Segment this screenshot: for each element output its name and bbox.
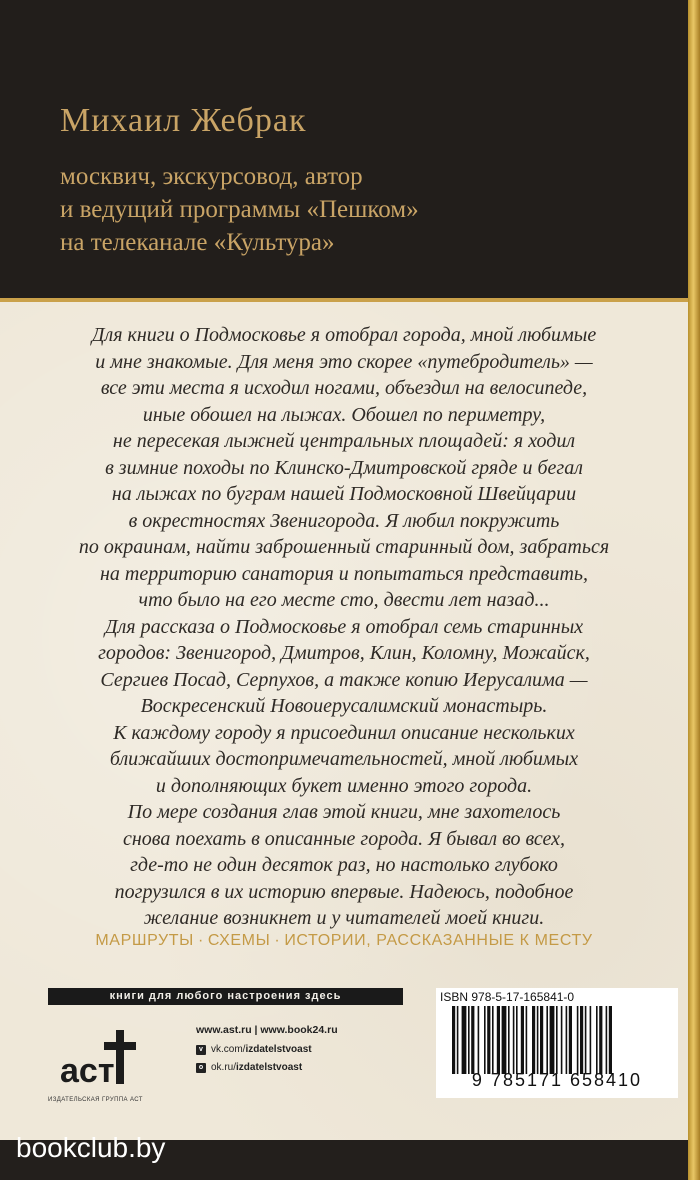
text-line: погрузился в их историю впервые. Надеюсь, подобное [114, 880, 574, 903]
barcode-bar [468, 1006, 470, 1074]
text-line: в зимние походы по Клинско-Дмитровской гряде и бегал [105, 456, 583, 479]
ok-handle: izdatelstvoast [236, 1062, 303, 1073]
text-line: снова поехать в описанные города. Я бывал во всех, [122, 827, 566, 850]
barcode-bar [550, 1006, 555, 1074]
text-line: ближайших достопримечательностей, мной любимых [109, 748, 579, 770]
barcode-bar [585, 1006, 587, 1074]
text-line: К каждому городу я присоединил описание нескольких [113, 721, 575, 744]
description-panel [0, 302, 688, 1140]
text-line: не пересекая лыжней центральных площадей: я ходил [112, 430, 576, 452]
tagline-part: ИСТОРИИ, РАССКАЗАННЫЕ К МЕСТУ [284, 932, 593, 949]
isbn-barcode-box [436, 988, 678, 1098]
text-line: городов: Звенигород, Дмитров, Клин, Коломну, Можайск, [98, 642, 590, 664]
author-bio-line: на телеканале «Культура» [60, 229, 335, 256]
barcode-bar [462, 1006, 467, 1074]
text-line: Сергиев Посад, Серпухов, а также копию Иерусалима — [100, 668, 588, 691]
text-line: в окрестностях Звенигорода. Я любил покружить [128, 509, 560, 532]
ok-icon: o [196, 1063, 206, 1073]
barcode-bar [526, 1006, 528, 1074]
tagline-part: МАРШРУТЫ [95, 932, 194, 949]
text-line: желание возникнет и у читателей моей книги. [143, 907, 545, 929]
tagline-separator: · [274, 932, 281, 949]
barcode-bar [516, 1006, 518, 1074]
barcode-bar [497, 1006, 500, 1074]
text-line: на территорию санатория и попытаться представить, [99, 562, 589, 585]
author-bio [60, 160, 620, 259]
tagline-part: СХЕМЫ [207, 932, 271, 949]
barcode-bar [561, 1006, 563, 1074]
text-line: Воскресенский Новоиерусалимский монастырь. [140, 695, 548, 717]
ast-logo [56, 1022, 156, 1092]
ast-logo-text: аст [60, 1052, 115, 1090]
barcode-bar [577, 1006, 579, 1074]
text-line: что было на его месте сто, двести лет назад... [138, 589, 550, 611]
vk-prefix: vk.com/ [211, 1044, 246, 1055]
text-line: и дополняющих букет именно этого города. [155, 774, 533, 797]
barcode-bar [452, 1006, 455, 1074]
author-band [0, 0, 688, 298]
author-bio-line: москвич, экскурсовод, автор [60, 163, 363, 190]
barcode-bar [484, 1006, 486, 1074]
barcode-bar [596, 1006, 598, 1074]
isbn-label: ISBN 978-5-17-165841-0 [440, 990, 575, 1004]
barcode-bar [471, 1006, 474, 1074]
barcode-bar [508, 1006, 510, 1074]
gold-spine-edge [688, 0, 700, 1180]
text-line: Для рассказа о Подмосковье я отобрал семь старинных [104, 615, 584, 638]
ok-link[interactable] [196, 1062, 302, 1073]
barcode-bar [590, 1006, 592, 1074]
publisher-sites[interactable]: www.ast.ru | www.book24.ru [196, 1024, 338, 1036]
barcode-bar [513, 1006, 515, 1074]
publisher-caption: ИЗДАТЕЛЬСКАЯ ГРУППА АСТ [48, 1097, 143, 1103]
text-line: По мере создания глав этой книги, мне захотелось [127, 801, 561, 823]
barcode-bar [478, 1006, 480, 1074]
barcode-digits: 9 785171 658410 [471, 1070, 643, 1090]
vk-link[interactable] [196, 1044, 312, 1055]
text-line: все эти места я исходил ногами, объездил на велосипеде, [100, 377, 588, 399]
barcode-bar [487, 1006, 490, 1074]
tagline-separator: · [197, 932, 204, 949]
barcode-bar [580, 1006, 583, 1074]
barcode-bar [492, 1006, 494, 1074]
barcode-bar [502, 1006, 507, 1074]
barcode-bar [537, 1006, 539, 1074]
barcode-bar [540, 1006, 543, 1074]
text-line: иные обошел на лыжах. Обошел по периметру, [142, 403, 546, 426]
barcode-bar [566, 1006, 568, 1074]
barcode-bar [569, 1006, 572, 1074]
vk-handle: izdatelstvoast [245, 1044, 312, 1055]
barcode-bar [457, 1006, 459, 1074]
text-line: по окраинам, найти заброшенный старинный дом, забраться [78, 536, 610, 558]
barcode-bar [546, 1006, 548, 1074]
barcode-bar [556, 1006, 558, 1074]
text-line: Для книги о Подмосковье я отобрал города, мной любимые [91, 324, 597, 346]
barcode-bar [521, 1006, 524, 1074]
slogan-bar: книги для любого настроения здесь [48, 988, 403, 1005]
barcode-bar [599, 1006, 602, 1074]
text-line: и мне знакомые. Для меня это скорее «путебродитель» — [95, 350, 593, 373]
barcode-bar [606, 1006, 608, 1074]
tagline [0, 932, 688, 950]
vk-icon: v [196, 1045, 206, 1055]
author-bio-line: и ведущий программы «Пешком» [60, 196, 419, 223]
author-name: Михаил Жебрак [60, 102, 307, 139]
barcode-bar [609, 1006, 612, 1074]
text-line: на лыжах по буграм нашей Подмосковной Швейцарии [111, 483, 577, 505]
text-line: где-то не один десяток раз, но настолько глубоко [130, 854, 558, 876]
barcode [452, 1006, 672, 1074]
description-text [14, 322, 674, 932]
barcode-bar [532, 1006, 535, 1074]
watermark: bookclub.by [16, 1132, 166, 1163]
ok-prefix: ok.ru/ [211, 1062, 237, 1073]
